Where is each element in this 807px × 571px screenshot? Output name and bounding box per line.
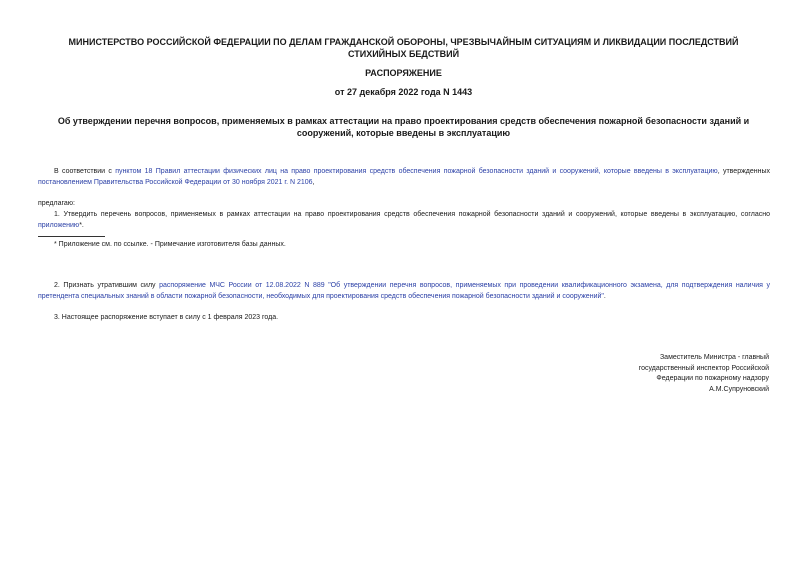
signature-line-1: Заместитель Министра - главный xyxy=(659,354,769,361)
item-2-text: 2. Признать утратившим силу xyxy=(54,282,160,289)
link-revoked-order[interactable]: распоряжение МЧС России от 12.08.2022 N 889 "Об утверждении перечня вопросов, применяемых при проведении квалификационного экзамена, для подтверждения наличия у претендента специальных знаний в области пожарной безопасности, необходимых для проектирования средств обеспечения пожарной безопасности зданий и сооружений" xyxy=(38,282,770,300)
preamble-text-start: В соответствии с xyxy=(54,168,116,175)
link-rules-item-18[interactable]: пунктом 18 Правил аттестации физических лиц на право проектирования средств обеспечения пожарной безопасности зданий и сооружений, которые введены в эксплуатацию xyxy=(115,168,718,175)
paragraph-predlagayu: предлагаю: xyxy=(38,200,75,207)
footnote: * Приложение см. по ссылке. - Примечание изготовителя базы данных. xyxy=(54,241,286,248)
paragraph-item-2 xyxy=(38,281,770,302)
preamble-text-mid: , утвержденных xyxy=(717,168,771,175)
document-type: РАСПОРЯЖЕНИЕ xyxy=(365,68,442,78)
paragraph-item-3: 3. Настоящее распоряжение вступает в силу с 1 февраля 2023 года. xyxy=(54,314,279,321)
footnote-divider xyxy=(38,236,105,237)
document-date: от 27 декабря 2022 года N 1443 xyxy=(334,87,473,97)
preamble-text-end: , xyxy=(312,178,315,186)
signature-line-3: Федерации по пожарному надзору xyxy=(656,375,769,382)
signature-name: А.М.Супруновский xyxy=(709,385,769,393)
signature-line-2: государственный инспектор Российской xyxy=(638,364,769,372)
link-appendix[interactable]: приложению xyxy=(38,221,80,229)
signature-block xyxy=(569,353,769,395)
link-government-decree[interactable]: постановлением Правительства Российской Федерации от 30 ноября 2021 г. N 2106 xyxy=(38,178,313,186)
item-1-text: 1. Утвердить перечень вопросов, применяемых в рамках аттестации на право проектирования средств обеспечения пожарной безопасности зданий и сооружений, которые введены в эксплуатацию, согласно xyxy=(54,211,770,218)
item-2-text-end: . xyxy=(603,292,606,300)
item-1-text-end: *. xyxy=(79,221,84,229)
document-title: Об утверждении перечня вопросов, применяемых в рамках аттестации на право проектирования средств обеспечения пожарной безопасности зданий и сооружений, которые введены в эксплуатацию xyxy=(57,116,750,138)
ministry-header: МИНИСТЕРСТВО РОССИЙСКОЙ ФЕДЕРАЦИИ ПО ДЕЛАМ ГРАЖДАНСКОЙ ОБОРОНЫ, ЧРЕЗВЫЧАЙНЫМ СИТУАЦИЯМ И ЛИКВИДАЦИИ ПОСЛЕДСТВИЙ СТИХИЙНЫХ БЕДСТВИЙ xyxy=(68,37,739,59)
paragraph-preamble xyxy=(38,167,770,188)
paragraph-item-1 xyxy=(38,210,770,231)
